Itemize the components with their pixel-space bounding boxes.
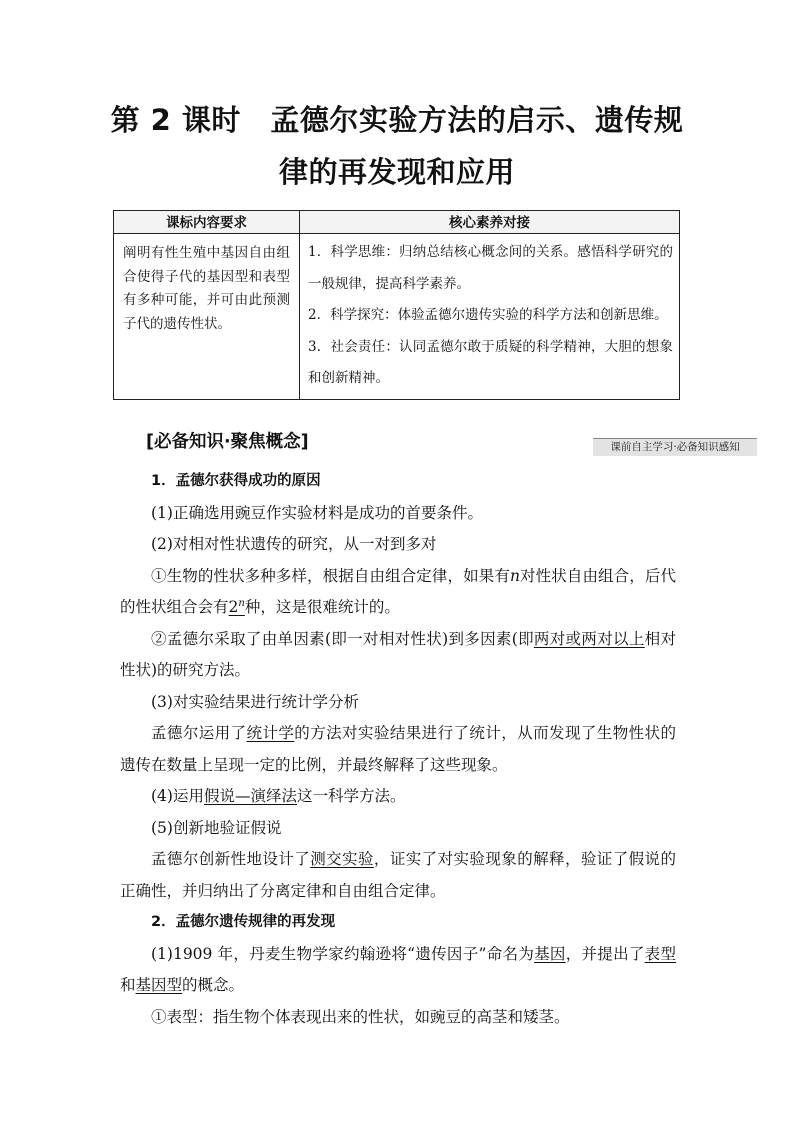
paragraph: (2)对相对性状遗传的研究，从一对到多对 xyxy=(151,535,437,553)
underlined-term: 统计学 xyxy=(246,724,295,742)
paragraph xyxy=(120,624,676,687)
text-run: 的概念。 xyxy=(182,976,245,994)
body-text xyxy=(120,466,676,1033)
text-run: (4)运用 xyxy=(151,787,204,805)
underlined-term: 假说—演绎法 xyxy=(203,787,297,805)
underlined-term: 基因 xyxy=(534,944,566,963)
text-run: 和 xyxy=(120,976,136,994)
underlined-term: 两对或两对以上 xyxy=(533,629,645,648)
text-run: 种，这是很难统计的。 xyxy=(244,598,400,616)
text-run: 的方法对实验结果进行了统计，从而发现了生物性状的遗传在数量上呈现一定的比例，并最终解释了这些现象。 xyxy=(120,724,676,774)
text-run: 孟德尔运用了 xyxy=(151,724,247,742)
text-run: ②孟德尔采取了由单因素(即一对相对性状)到多因素(即 xyxy=(151,629,534,648)
paragraph: (1)正确选用豌豆作实验材料是成功的首要条件。 xyxy=(151,503,483,522)
paragraph xyxy=(120,939,676,1002)
paragraph xyxy=(120,718,676,781)
text-run: ，证实了对实验现象的解释，验证了假说的正确性，并归纳出了分离定律和自由组合定律。 xyxy=(120,850,676,900)
table-row xyxy=(114,234,680,400)
paragraph xyxy=(120,781,676,813)
paragraph: ①表型：指生物个体表现出来的性状，如豌豆的高茎和矮茎。 xyxy=(151,1007,570,1026)
subheading-rediscovery: 2．孟德尔遗传规律的再发现 xyxy=(151,914,336,930)
paragraph xyxy=(120,844,676,907)
curriculum-requirement-cell: 阐明有性生殖中基因自由组合使得子代的基因型和表型有多种可能，并可由此预测子代的遗传性状。 xyxy=(114,234,300,400)
curriculum-standards-table xyxy=(113,210,680,400)
text-run: (1)1909 年，丹麦生物学家约翰逊将“遗传因子”命名为 xyxy=(151,944,535,963)
power-expression xyxy=(229,598,245,616)
subheading-success-reasons: 1．孟德尔获得成功的原因 xyxy=(151,473,321,489)
requirement-column-header: 课标内容要求 xyxy=(114,211,300,234)
power-exponent: n xyxy=(238,597,245,609)
core-literacy-cell xyxy=(300,234,680,400)
paragraph: (5)创新地验证假说 xyxy=(151,818,282,837)
literacy-item-thinking: 1．科学思维：归纳总结核心概念间的关系。感悟科学研究的一般规律，提高科学素养。 xyxy=(308,244,673,292)
text-run: ，并提出了 xyxy=(565,944,645,963)
section-tag: 课前自主学习·必备知识感知 xyxy=(593,438,757,456)
section-heading: [必备知识·聚焦概念] xyxy=(146,432,309,452)
lesson-title-line-1: 第 2 课时 孟德尔实验方法的启示、遗传规 xyxy=(110,103,684,137)
power-base: 2 xyxy=(228,598,239,616)
text-run: ①生物的性状多种多样，根据自由组合定律，如果有 xyxy=(151,566,510,585)
paragraph: (3)对实验结果进行统计学分析 xyxy=(151,692,359,711)
underlined-term: 基因型 xyxy=(135,976,183,994)
table-header-row xyxy=(114,211,680,234)
underlined-term: 表型 xyxy=(644,944,676,963)
literacy-item-inquiry: 2．科学探究：体验孟德尔遗传实验的科学方法和创新思维。 xyxy=(308,307,668,323)
text-run: 对性状自由组合，后代的性状组合会有 xyxy=(120,566,676,616)
text-run: 这一科学方法。 xyxy=(296,787,406,805)
underlined-term: 测交实验 xyxy=(310,850,374,868)
lesson-title-line-2: 律的再发现和应用 xyxy=(278,155,515,189)
literacy-column-header: 核心素养对接 xyxy=(300,211,680,234)
text-run: 孟德尔创新性地设计了 xyxy=(151,850,311,868)
text-run: 相对性状)的研究方法。 xyxy=(120,629,676,679)
paragraph xyxy=(120,561,676,624)
variable-n: n xyxy=(509,566,520,585)
literacy-item-responsibility: 3．社会责任：认同孟德尔敢于质疑的科学精神，大胆的想象和创新精神。 xyxy=(308,338,673,386)
